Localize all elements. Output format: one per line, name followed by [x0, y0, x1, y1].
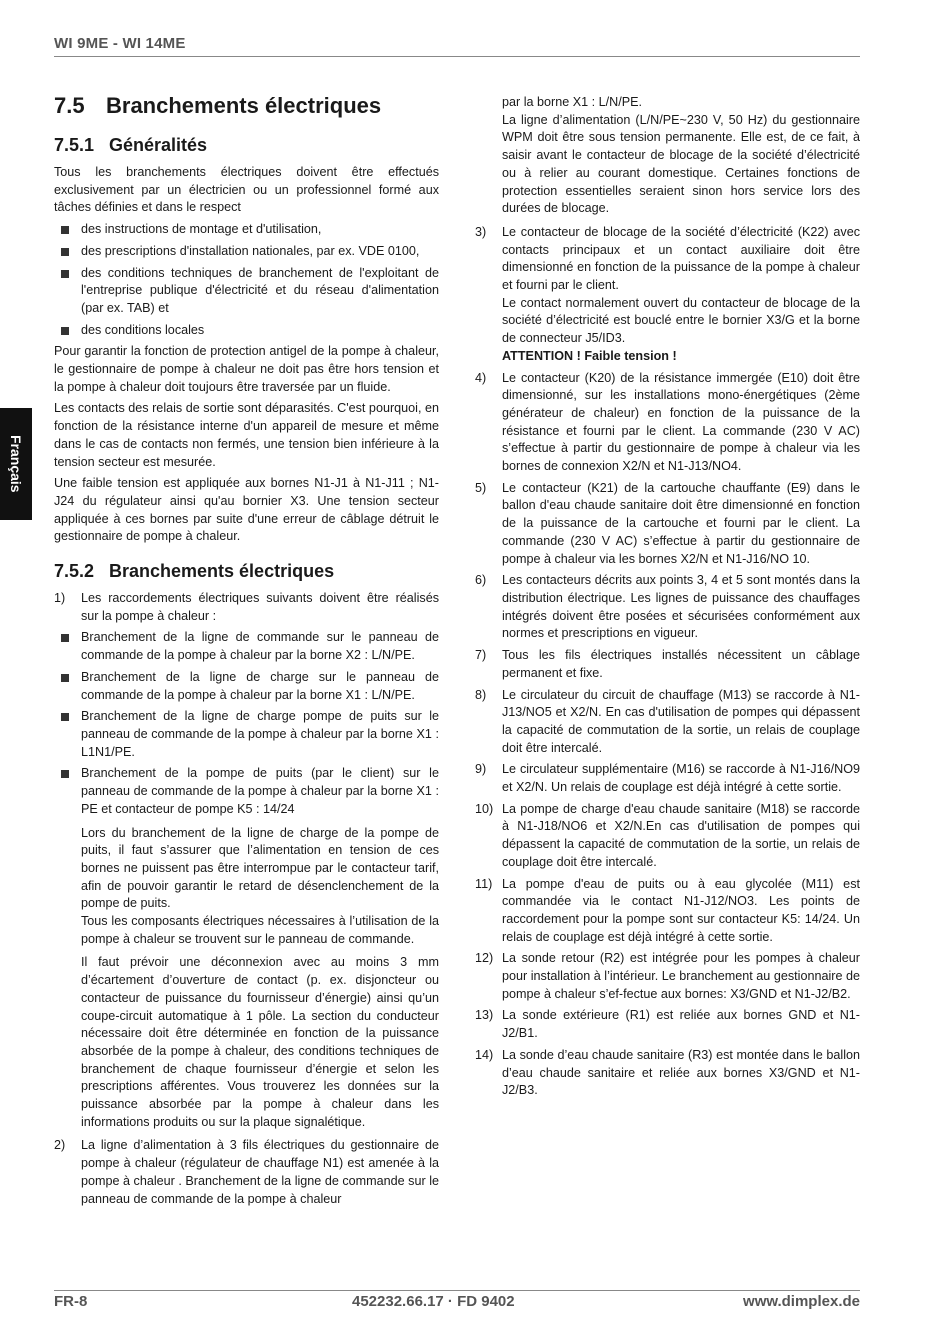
- language-tab-label: Français: [8, 435, 24, 493]
- footer-page-number: FR-8: [54, 1293, 88, 1310]
- numbered-item: 13) La sonde extérieure (R1) est reliée aux bornes GND et N1-J2/B1.: [475, 1008, 860, 1041]
- numbered-item: 5) Le contacteur (K21) de la cartouche chauffante (E9) dans le ballon d'eau chaude sanitaire doit être dimensionné en fonction de la puissance de la cartouche et fourni par le client. La commande (230 V AC) s’effectue à partir du gestionnaire de pompe à chaleur via les bornes X2/N et N1-J16/NO 10.: [475, 480, 860, 566]
- bullet-item: des conditions locales: [54, 322, 439, 340]
- footer-document-code: 452232.66.17 · FD 9402: [352, 1293, 515, 1310]
- bullet-item: Branchement de la ligne de charge sur le panneau de commande de la pompe à chaleur par la borne X1 : L/N/PE.: [54, 669, 439, 704]
- square-bullet-icon: [61, 713, 69, 721]
- left-column: [54, 92, 439, 1212]
- indented-paragraph: Il faut prévoir une déconnexion avec au moins 3 mm d’écartement d’ouverture de contact (p. ex. disjoncteur ou contacteur de puissance du fournisseur d’énergie) ainsi qu’un coupe-circuit automatique à 1 pôle. La section du conducteur nécessaire doit être déterminée en fonction de la puissance absorbée de la pompe à chaleur, des conditions techniques de branchement de chaque fournisseur d’énergie et selon les prescriptions afférentes. Vous trouverez les données sur la puissance absorbée par la pompe à chaleur dans les informations produits ou sur la plaque signalétique.: [81, 955, 439, 1129]
- paragraph: Une faible tension est appliquée aux bornes N1-J1 à N1-J11 ; N1-J24 du régulateur ainsi qu'au bornier X3. Une tension secteur appliquée à ces bornes par suite d'une erreur de câblage détruit le gestionnaire de pompe à chaleur.: [54, 476, 439, 544]
- square-bullet-icon: [61, 327, 69, 335]
- square-bullet-icon: [61, 270, 69, 278]
- square-bullet-icon: [61, 634, 69, 642]
- right-column: [475, 94, 860, 1104]
- subsection-heading-751: [54, 134, 439, 156]
- footer-rule: [54, 1290, 860, 1291]
- header-rule: [54, 56, 860, 57]
- numbered-item: 4) Le contacteur (K20) de la résistance immergée (E10) doit être dimensionné, sur les installations mono-énergétiques (2ème générateur de chaleur) en fonction de la puissance de la résistance et fourni par le client. La commande (230 V AC) s’effectue à partir du gestionnaire de pompe à chaleur via les bornes de connexion X2/N et N1-J13/NO4.: [475, 370, 860, 474]
- bullet-item: des prescriptions d'installation nationales, par ex. VDE 0100,: [54, 243, 439, 261]
- bullet-item: Branchement de la pompe de puits (par le client) sur le panneau de commande de la pompe à chaleur par la borne X1 : PE et contacteur de pompe K5 : 14/24: [54, 765, 439, 818]
- numbered-item: 1) Les raccordements électriques suivants doivent être réalisés sur la pompe à chaleur :: [54, 591, 439, 623]
- numbered-item: 9) Le circulateur supplémentaire (M16) se raccorde à N1-J16/NO9 et X2/N. Un relais de couplage est déjà intégré à cette sortie.: [475, 762, 860, 795]
- subsection-title: Généralités: [109, 135, 208, 155]
- paragraph: Les contacts des relais de sortie sont déparasités. C'est pourquoi, en fonction de la résistance interne d'un appareil de mesure et même dans le cas de contacts non fermés, une tension bien inférieure à la tension secteur est mesurée.: [54, 401, 439, 469]
- square-bullet-icon: [61, 226, 69, 234]
- indented-paragraph: Lors du branchement de la ligne de charge de la pompe de puits, il faut s’assurer que l’alimentation en tension de ces bornes ne puissent pas être interrompue par le contacteur tarif, afin de pouvoir garantir le retard de désenclenchement de la pompe de puits.: [81, 825, 439, 911]
- square-bullet-icon: [61, 248, 69, 256]
- bullet-item: des instructions de montage et d'utilisation,: [54, 221, 439, 239]
- item-continuation: par la borne X1 : L/N/PE.: [502, 95, 643, 109]
- language-tab: [0, 408, 32, 520]
- intro-paragraph: Tous les branchements électriques doivent être effectués exclusivement par un électricien ou un professionnel formé aux tâches définies et dans le respect: [54, 165, 439, 215]
- bullet-item: des conditions techniques de branchement de l'exploitant de l'entreprise publique d'électricité et du réseau d'alimentation (par ex. TAB) et: [54, 265, 439, 318]
- square-bullet-icon: [61, 674, 69, 682]
- subsection-title: Branchements électriques: [109, 561, 335, 582]
- numbered-item: 10) La pompe de charge d'eau chaude sanitaire (M18) se raccorde à N1-J18/NO6 et X2/N.En cas d'utilisation de pompes qui dépassent la capacité de commutation de la sortie, un relais de couplage doit être intercalé.: [475, 801, 860, 869]
- numbered-item: 11) La pompe d'eau de puits ou à eau glycolée (M11) est commandée via le contact N1-J12/NO3. Les points de raccordement pour la pompe sont sur contacteur K5: 14/24. Un relais de couplage est déjà intégré à cette sortie.: [475, 876, 860, 944]
- section-number: 7.5: [54, 93, 85, 118]
- indented-paragraph: La ligne d’alimentation (L/N/PE~230 V, 50 Hz) du gestionnaire WPM doit être sous tension permanente. Elle est, de ce fait, à saisir avant le contacteur de blocage de la société d’électricité ou à relier au courant domestique. Certaines fonctions de protection essentielles seraient sinon hors service lors des durées de blocage.: [502, 112, 860, 216]
- section-heading: [54, 92, 439, 120]
- bullet-item: Branchement de la ligne de commande sur le panneau de commande de la pompe à chaleur par la borne X2 : L/N/PE.: [54, 629, 439, 664]
- numbered-item: 12) La sonde retour (R2) est intégrée pour les pompes à chaleur pour installation à l’intérieur. Le branchement au gestionnaire de pompe à chaleur s’ef-fectue aux bornes: X3/GND et N1-J2/B2.: [475, 951, 860, 1001]
- subsection-number: 7.5.2: [54, 561, 95, 582]
- numbered-item: 2) La ligne d’alimentation à 3 fils électriques du gestionnaire de pompe à chaleur (régulateur de chauffage N1) est amenée à la pompe à chaleur . Branchement de la ligne de commande sur le panneau de commande de la pompe à chaleur: [54, 1138, 439, 1206]
- numbered-item: 6) Les contacteurs décrits aux points 3, 4 et 5 sont montés dans la distribution électrique. Les lignes de puissance des chauffages intégrés doivent être posées et sécurisées conformément aux normes et prescriptions en vigueur.: [475, 573, 860, 641]
- header-title: WI 9ME - WI 14ME: [54, 35, 186, 52]
- square-bullet-icon: [61, 770, 69, 778]
- paragraph: Pour garantir la fonction de protection antigel de la pompe à chaleur, le gestionnaire de pompe à chaleur ne doit pas être hors tension et la pompe à chaleur doit toujours être traversée par un fluide.: [54, 344, 439, 394]
- numbered-item: 7) Tous les fils électriques installés nécessitent un câblage permanent et fixe.: [475, 648, 860, 680]
- numbered-item: 14) La sonde d’eau chaude sanitaire (R3) est montée dans le ballon d’eau chaude sanitaire et reliée aux bornes X3/GND et N1-J2/B3.: [475, 1047, 860, 1098]
- indented-paragraph: Tous les composants électriques nécessaires à l’utilisation de la pompe à chaleur se trouvent sur le panneau de commande.: [81, 914, 439, 946]
- bullet-item: Branchement de la ligne de charge pompe de puits sur le panneau de commande de la pompe à chaleur par la borne X1 : L1N1/PE.: [54, 708, 439, 761]
- footer-website: www.dimplex.de: [743, 1293, 860, 1310]
- subsection-heading-752: [54, 560, 439, 582]
- numbered-item: 8) Le circulateur du circuit de chauffage (M13) se raccorde à N1-J13/NO5 et X2/N. En cas d'utilisation de pompes qui dépassent la capacité de commutation de la sortie, un relais de couplage doit être intercalé.: [475, 687, 860, 755]
- subsection-number: 7.5.1: [54, 135, 95, 155]
- warning-text: ATTENTION ! Faible tension !: [502, 348, 677, 363]
- numbered-item: 3) Le contacteur de blocage de la société d’électricité (K22) avec contacts principaux et un contact auxiliaire doit être dimensionné en fonction de la puissance de la pompe à chaleur et fourni par le client. Le contact normalement ouvert du contacteur de blocage de la société d’électricité est bouclé entre le bornier X3/G et la borne de connecteur J5/ID3. ATTENTION ! Faible tension !: [475, 224, 860, 366]
- section-title: Branchements électriques: [106, 93, 382, 118]
